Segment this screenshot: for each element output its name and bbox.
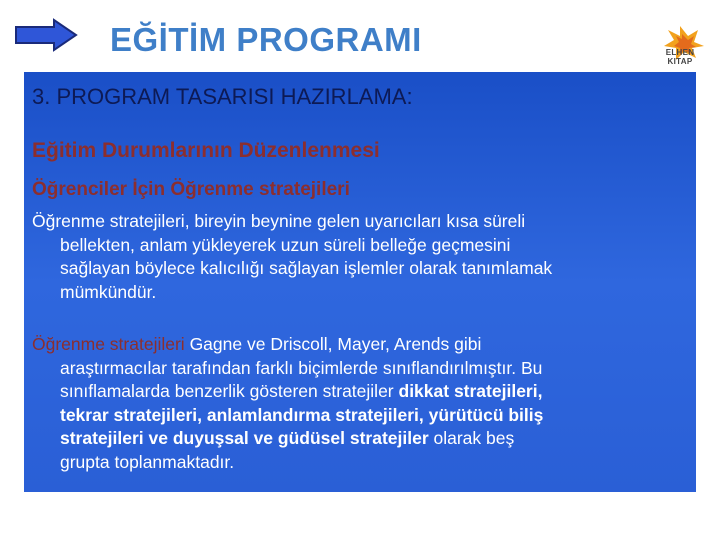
- strategy-emphasis: stratejileri ve duyuşsal ve güdüsel stratejiler: [60, 428, 429, 448]
- paragraph-text: olarak beş: [428, 428, 515, 448]
- paragraph-text: Gagne ve Driscoll, Mayer, Arends gibi: [184, 334, 482, 354]
- paragraph-line: [32, 427, 680, 451]
- subheading-ogrenme-stratejileri: Öğrenciler İçin Öğrenme stratejileri: [32, 179, 350, 200]
- strategy-emphasis-line: tekrar stratejileri, anlamlandırma stratejileri, yürütücü biliş: [60, 404, 544, 425]
- paragraph-line: bellekten, anlam yükleyerek uzun süreli belleğe geçmesini: [60, 234, 511, 255]
- paragraph-line: [32, 380, 680, 404]
- arrow-right-icon: [14, 18, 78, 52]
- paragraph-line: [32, 333, 680, 357]
- paragraph-line: grupta toplanmaktadır.: [60, 451, 235, 472]
- logo-label: ELHEN KITAP: [665, 48, 695, 66]
- strategy-emphasis: dikkat stratejileri,: [398, 381, 543, 401]
- paragraph-definition: [32, 210, 680, 304]
- subheading-egitim-durumlari: Eğitim Durumlarının Düzenlenmesi: [32, 139, 380, 162]
- paragraph-line: araştırmacılar tarafından farklı biçimlerde sınıflandırılmıştır. Bu: [60, 357, 543, 378]
- paragraph-lead: Öğrenme stratejileri: [32, 334, 185, 354]
- section-heading: 3. PROGRAM TASARISI HAZIRLAMA:: [32, 84, 413, 109]
- paragraph-line: mümkündür.: [60, 281, 157, 302]
- paragraph-text: sınıflamalarda benzerlik gösteren stratejiler: [60, 381, 399, 401]
- paragraph-line: sağlayan böylece kalıcılığı sağlayan işlemler olarak tanımlamak: [60, 258, 553, 278]
- paragraph-line: Öğrenme stratejileri, bireyin beynine gelen uyarıcıları kısa süreli: [32, 211, 526, 231]
- paragraph-classification: [32, 333, 680, 474]
- slide-title: EĞİTİM PROGRAMI: [110, 21, 422, 58]
